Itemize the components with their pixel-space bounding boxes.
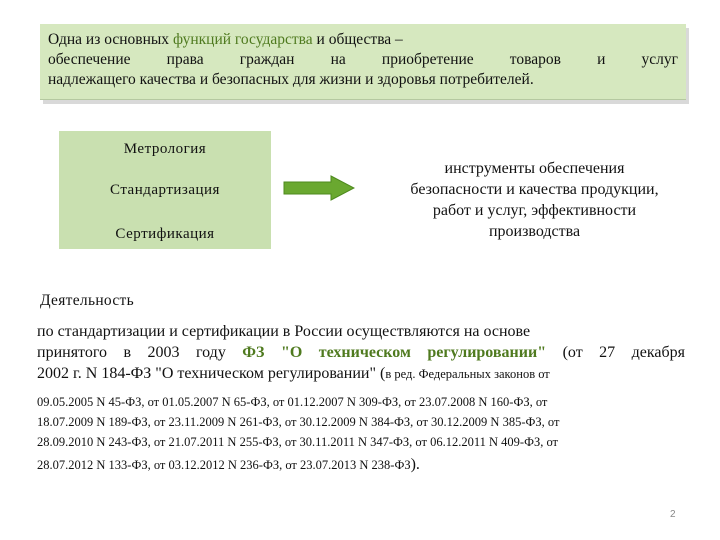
methods-box <box>59 131 271 249</box>
amendments-line: 28.09.2010 N 243-ФЗ, от 21.07.2011 N 255-ФЗ, от 30.11.2011 N 347-ФЗ, от 06.12.2011 N 409-ФЗ, от <box>37 435 559 449</box>
tools-line: инструменты обеспечения <box>444 160 625 177</box>
body-text: 2002 г. N 184-ФЗ "О техническом регулировании" ( <box>37 365 386 382</box>
body-small-text: в ред. Федеральных законов от <box>385 367 550 381</box>
amendments-list <box>37 392 685 475</box>
body-line-2 <box>37 342 685 363</box>
tools-line: безопасности и качества продукции, <box>410 181 659 198</box>
amendments-line: 18.07.2009 N 189-ФЗ, от 23.11.2009 N 261-ФЗ, от 30.12.2009 N 384-ФЗ, от 30.12.2009 N 385-ФЗ, от <box>37 415 560 429</box>
intro-line-2: обеспечение права граждан на приобретение товаров и услуг <box>48 51 678 68</box>
right-arrow-icon <box>283 175 355 201</box>
amendments-line: 09.05.2005 N 45-ФЗ, от 01.05.2007 N 65-ФЗ, от 01.12.2007 N 309-ФЗ, от 23.07.2008 N 160-ФЗ, от <box>37 395 548 409</box>
method-standardization: Стандартизация <box>110 182 220 198</box>
intro-highlight: функций государства <box>172 31 313 48</box>
tools-line: производства <box>488 223 581 240</box>
method-metrology: Метрология <box>123 141 207 157</box>
amendments-text: 28.07.2012 N 133-ФЗ, от 03.12.2012 N 236-ФЗ, от 23.07.2013 N 238-ФЗ <box>37 458 411 472</box>
intro-text: и общества – <box>312 31 403 48</box>
body-text: принятого в 2003 году <box>37 344 243 361</box>
law-title: ФЗ "О техническом регулировании" <box>242 344 547 361</box>
page-number: 2 <box>670 509 676 520</box>
amendments-line <box>37 455 685 475</box>
intro-line-3: надлежащего качества и безопасных для жизни и здоровья потребителей. <box>48 71 534 88</box>
tools-line: работ и услуг, эффективности <box>432 202 637 219</box>
body-line-3 <box>37 363 685 385</box>
tools-description <box>372 158 697 242</box>
method-certification: Сертификация <box>115 226 215 242</box>
intro-text: Одна из основных <box>48 31 173 48</box>
amendments-end: ). <box>410 456 420 473</box>
body-line-1: по стандартизации и сертификации в России осуществляются на основе <box>37 323 531 340</box>
intro-line-1 <box>48 30 678 50</box>
intro-box <box>40 24 686 100</box>
body-paragraph <box>37 321 685 385</box>
section-title: Деятельность <box>40 292 134 309</box>
body-text: (от 27 декабря <box>546 344 686 361</box>
